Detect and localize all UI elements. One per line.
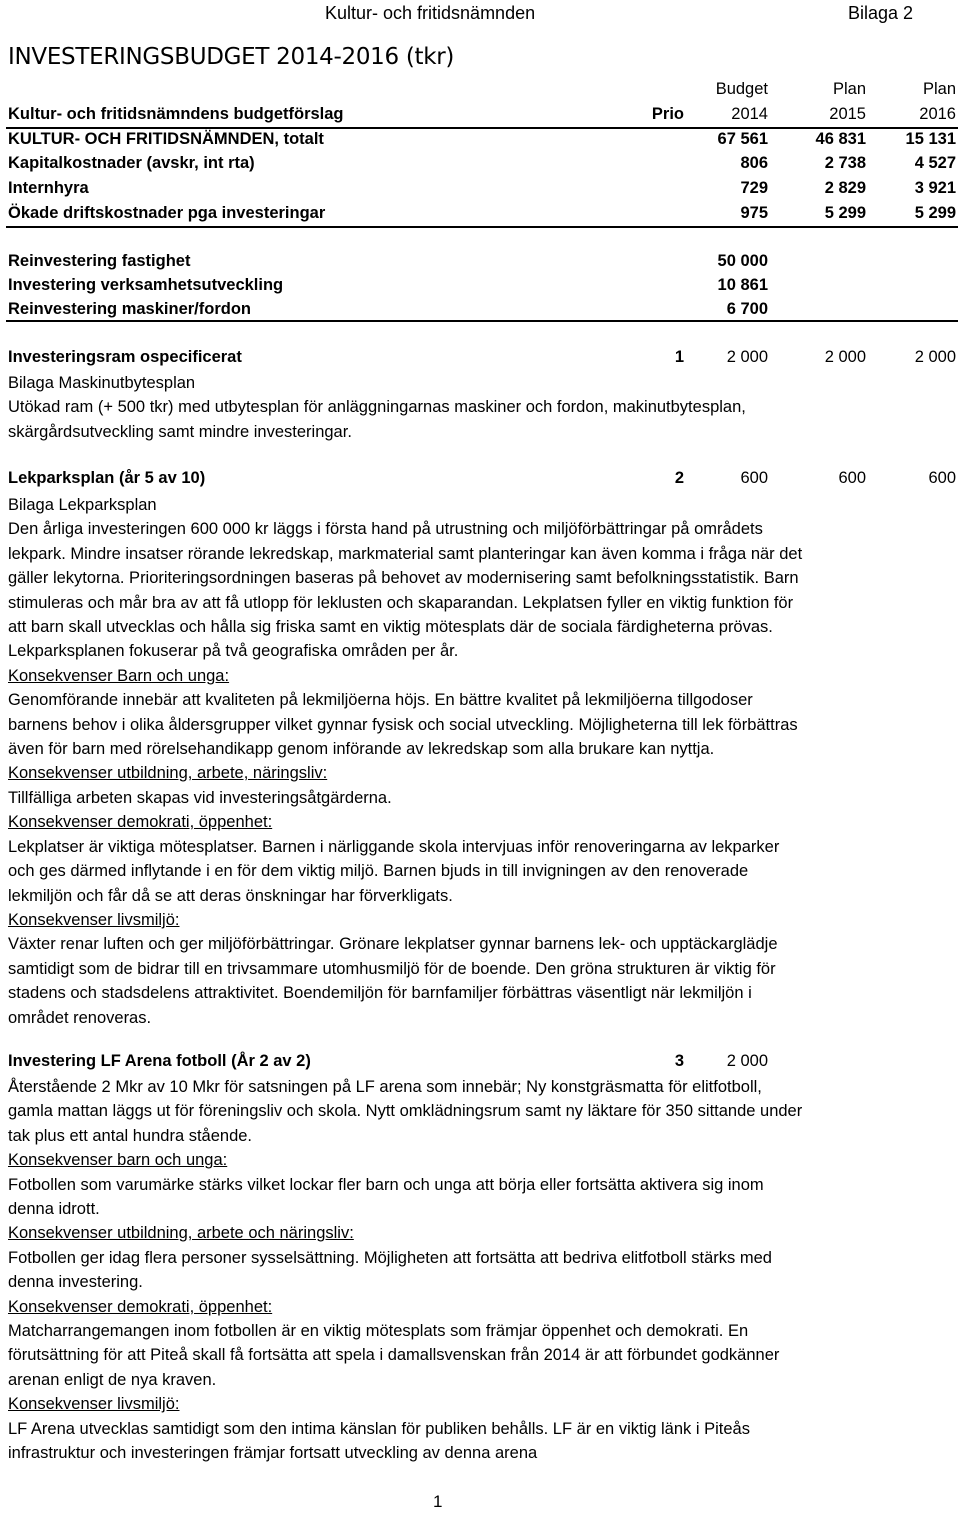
text-line: samtidigt som de bidrar till en trivsammare utomhusmiljö för de boende. Den gröna strukturen är viktig för xyxy=(8,959,776,978)
row-value-2014: 806 xyxy=(740,154,768,172)
section-label: Investering LF Arena fotboll (År 2 av 2) xyxy=(8,1052,311,1070)
text-line: denna investering. xyxy=(8,1273,143,1292)
row-label: Ökade driftskostnader pga investeringar xyxy=(8,204,326,222)
column-plan-2016: Plan xyxy=(922,80,956,98)
text-line: Matcharrangemangen inom fotbollen är en viktig mötesplats som främjar öppenhet och demokrati. En xyxy=(8,1322,749,1341)
text-line: Lekplatser är viktiga mötesplatser. Barnen i närliggande skola intervjuas inför renoveringarna av lekparker xyxy=(8,837,780,856)
text-line: även för barn med rörelsehandikapp genom införande av lekredskap som alla brukare kan nyttja. xyxy=(8,740,715,759)
row-value-2014: 975 xyxy=(740,204,768,222)
text-line: Bilaga Lekparksplan xyxy=(8,496,157,514)
text-line: lekmiljön och får då se att deras önskningar har förverkligats. xyxy=(8,886,453,905)
consequence-heading: Konsekvenser barn och unga: xyxy=(8,1151,228,1170)
column-budget: Budget xyxy=(715,80,768,98)
section-value-2014: 600 xyxy=(740,469,768,487)
text-line: Återstående 2 Mkr av 10 Mkr för satsningen på LF arena som innebär; Ny konstgräsmatta för elitfotboll, xyxy=(8,1078,762,1096)
consequence-heading: Konsekvenser livsmiljö: xyxy=(8,910,180,929)
page-number: 1 xyxy=(433,1492,443,1511)
row-value-2015: 46 831 xyxy=(815,130,866,148)
table-row xyxy=(0,179,960,203)
text-line: Den årliga investeringen 600 000 kr läggs i första hand på utrustning och miljöförbättringar på områdets xyxy=(8,520,763,539)
section-value-2016: 2 000 xyxy=(914,348,956,366)
column-year-2016: 2016 xyxy=(919,105,956,123)
text-line: Växter renar luften och ger miljöförbättringar. Grönare lekplatser gynnar barnens lek- och upptäckarglädje xyxy=(8,935,778,954)
text-line: och ges därmed inflytande i en för dem viktig miljö. Barnen bjuds in till invigningen av den renoverade xyxy=(8,862,749,881)
text-line: Genomförande innebär att kvaliteten på lekmiljöerna höjs. En bättre kvalitet på lekmiljöerna tillgodoser xyxy=(8,691,753,710)
reinvest-rule xyxy=(6,320,958,322)
table-heading-label: Kultur- och fritidsnämndens budgetförslag xyxy=(8,105,344,123)
text-line: skärgårdsutveckling samt mindre investeringar. xyxy=(8,422,352,441)
consequence-heading: Konsekvenser Barn och unga: xyxy=(8,666,230,685)
row-value-2016: 15 131 xyxy=(905,130,956,148)
text-line: gäller lekytorna. Prioriteringsordningen baseras på behovet av modernisering samt befolkningsstatistik. Barn xyxy=(8,569,799,588)
text-line: Bilaga Maskinutbytesplan xyxy=(8,374,196,392)
row-value-2015: 5 299 xyxy=(824,204,866,222)
text-line: barnens behov i olika åldersgrupper vilket gynnar fysisk och social utveckling. Möjligheterna till lek förbättras xyxy=(8,715,798,734)
page-title: INVESTERINGSBUDGET 2014-2016 (tkr) xyxy=(8,44,455,70)
row-value-2015: 2 829 xyxy=(824,179,866,197)
consequence-heading: Konsekvenser livsmiljö: xyxy=(8,1395,180,1414)
text-line: gamla mattan läggs ut för föreningsliv och skola. Nytt omklädningsrum samt ny läktare för 350 sittande under xyxy=(8,1102,803,1121)
section-label: Lekparksplan (år 5 av 10) xyxy=(8,469,206,487)
row-value-2015: 2 738 xyxy=(824,154,866,172)
summary-rule xyxy=(6,226,958,228)
table-row xyxy=(0,204,960,228)
section-prio: 1 xyxy=(674,348,684,366)
column-prio: Prio xyxy=(651,105,684,123)
row-label: Kapitalkostnader (avskr, int rta) xyxy=(8,154,255,172)
text-line: Fotbollen som varumärke stärks vilket lockar fler barn och unga att börja eller fortsätta aktivera sig inom xyxy=(8,1175,764,1194)
header-department: Kultur- och fritidsnämnden xyxy=(325,3,536,23)
table-row xyxy=(0,252,960,276)
section-heading-lekparksplan xyxy=(0,469,960,495)
section-text xyxy=(8,1075,952,1466)
row-value-2014: 67 561 xyxy=(717,130,768,148)
column-year-2014: 2014 xyxy=(731,105,768,123)
section-prio: 3 xyxy=(674,1052,684,1070)
text-line: LF Arena utvecklas samtidigt som den intima känslan för publiken behålls. LF är en viktig länk i Piteås xyxy=(8,1419,750,1438)
section-label: Investeringsram ospecificerat xyxy=(8,348,242,366)
text-line: arenan enligt de nya kraven. xyxy=(8,1370,217,1389)
consequence-heading: Konsekvenser utbildning, arbete, näringsliv: xyxy=(8,764,328,783)
header-attachment: Bilaga 2 xyxy=(848,3,914,23)
row-label: Reinvestering maskiner/fordon xyxy=(8,300,251,318)
section-value-2014: 2 000 xyxy=(726,348,768,366)
row-value-2016: 5 299 xyxy=(914,204,956,222)
row-value-2016: 4 527 xyxy=(914,154,956,172)
section-value-2015: 600 xyxy=(838,469,866,487)
row-label: Reinvestering fastighet xyxy=(8,252,191,270)
text-line: stimuleras och mår bra av att få utlopp för leklusten och skaparandan. Lekplatsen fyller en viktig funktion för xyxy=(8,593,794,612)
column-header-bottom xyxy=(0,105,960,129)
row-label: KULTUR- OCH FRITIDSNÄMNDEN, totalt xyxy=(8,130,324,148)
text-line: Utökad ram (+ 500 tkr) med utbytesplan för anläggningarnas maskiner och fordon, makinutbytesplan, xyxy=(8,398,746,417)
text-line: Tillfälliga arbeten skapas vid investeringsåtgärderna. xyxy=(8,788,392,807)
section-text xyxy=(8,493,952,1030)
section-value-2014: 2 000 xyxy=(726,1052,768,1070)
text-line: infrastruktur och investeringen främjar fortsatt utveckling av denna arena xyxy=(8,1444,538,1463)
column-year-2015: 2015 xyxy=(829,105,866,123)
consequence-heading: Konsekvenser utbildning, arbete och näringsliv: xyxy=(8,1224,354,1243)
text-line: förutsättning för att Piteå skall få fortsätta att spela i damallsvenskan från 2014 är att förbundet godkänner xyxy=(8,1346,780,1365)
consequence-heading: Konsekvenser demokrati, öppenhet: xyxy=(8,813,273,832)
text-line: tak plus ett antal hundra stående. xyxy=(8,1126,253,1145)
section-text xyxy=(8,371,952,444)
table-header-rule xyxy=(6,127,958,129)
section-value-2016: 600 xyxy=(928,469,956,487)
section-value-2015: 2 000 xyxy=(824,348,866,366)
row-value-2014: 729 xyxy=(740,179,768,197)
text-line: lekpark. Mindre insatser rörande lekredskap, markmaterial samt planteringar kan även komma i fråga när det xyxy=(8,544,803,563)
row-value-2014: 50 000 xyxy=(717,252,768,270)
table-row xyxy=(0,130,960,154)
row-label: Investering verksamhetsutveckling xyxy=(8,276,284,294)
column-header-top xyxy=(0,80,960,104)
text-line: att barn skall utvecklas och hålla sig friska samt en viktig mötesplats där de sociala färdigheterna prövas. xyxy=(8,618,773,637)
consequence-heading: Konsekvenser demokrati, öppenhet: xyxy=(8,1297,273,1316)
row-value-2014: 10 861 xyxy=(717,276,768,294)
text-line: Fotbollen ger idag flera personer sysselsättning. Möjligheten att fortsätta att bedriva elitfotboll stärks med xyxy=(8,1248,772,1267)
text-line: denna idrott. xyxy=(8,1200,100,1219)
table-row xyxy=(0,154,960,178)
row-value-2014: 6 700 xyxy=(726,300,768,318)
section-prio: 2 xyxy=(674,469,684,487)
table-row xyxy=(0,276,960,300)
text-line: stadens och stadsdelens attraktivitet. Boendemiljön för barnfamiljer förbättras väsentligt när lekmiljön i xyxy=(8,984,752,1003)
column-plan-2015: Plan xyxy=(832,80,866,98)
text-line: Lekparksplanen fokuserar på två geografiska områden per år. xyxy=(8,642,459,661)
row-label: Internhyra xyxy=(8,179,89,197)
text-line: området renoveras. xyxy=(8,1008,152,1027)
row-value-2016: 3 921 xyxy=(914,179,956,197)
